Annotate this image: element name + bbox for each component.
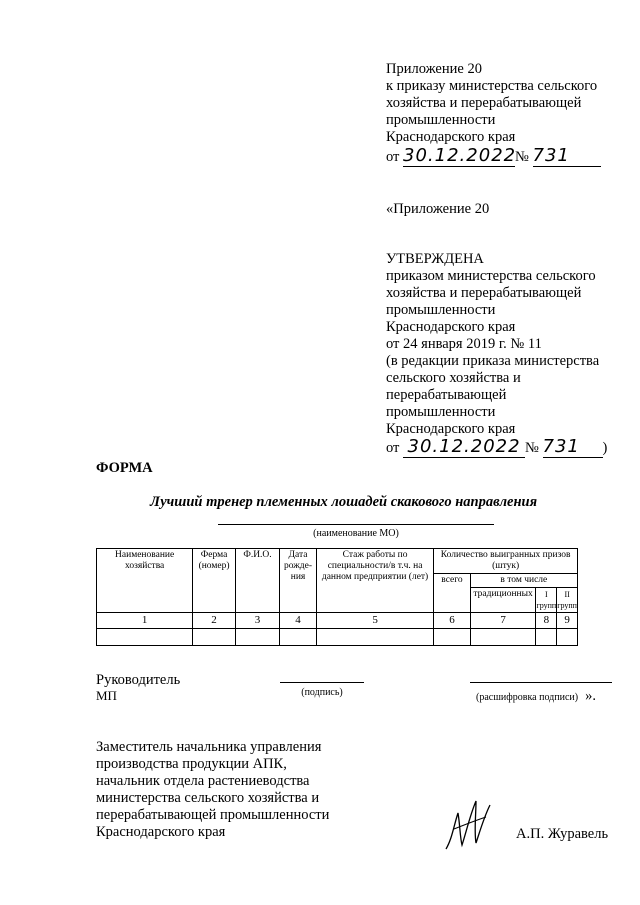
header-total: всего (434, 574, 470, 613)
header-group-2: II групп (557, 588, 578, 613)
table-cell (557, 629, 578, 646)
mo-caption: (наименование МО) (313, 528, 399, 539)
header-fio: Ф.И.О. (235, 549, 279, 613)
decoding-caption-row (476, 687, 596, 705)
mo-name-line (218, 524, 494, 525)
order-line: Краснодарского края (386, 129, 516, 145)
header-group-1: I групп (536, 588, 557, 613)
header-experience: Стаж работы по специальности/в т.ч. на данном предприятии (лет) (316, 549, 433, 613)
number-prefix: № (525, 440, 539, 456)
approved-date-line (386, 438, 607, 458)
table-cell (434, 629, 470, 646)
column-number: 6 (434, 613, 470, 629)
header-farm: Ферма (номер) (193, 549, 236, 613)
end-quote-mark: ». (585, 688, 596, 704)
header-traditional: традиционных (470, 588, 536, 613)
appendix-title: Приложение 20 (386, 61, 482, 77)
order-number: 731 (533, 147, 601, 167)
approved-line: от 24 января 2019 г. № 11 (386, 336, 542, 352)
table-cell (536, 629, 557, 646)
head-label: Руководитель (96, 672, 181, 688)
signature-line (280, 682, 364, 683)
table-cell (470, 629, 536, 646)
decoding-line (470, 682, 612, 683)
approved-line: приказом министерства сельского (386, 268, 596, 284)
header-including: в том числе (470, 574, 577, 588)
approved-line: (в редакции приказа министерства (386, 353, 600, 369)
approved-line: перерабатывающей (386, 387, 507, 403)
order-line: хозяйства и перерабатывающей (386, 95, 582, 111)
deputy-line: начальник отдела растениеводства (96, 773, 310, 789)
header-birth-date: Дата рожде-ния (280, 549, 317, 613)
column-number: 7 (470, 613, 536, 629)
mp-label: МП (96, 688, 117, 703)
table-cell (316, 629, 433, 646)
column-number: 2 (193, 613, 236, 629)
approved-line: сельского хозяйства и (386, 370, 521, 386)
from-prefix: от (386, 149, 400, 165)
deputy-line: производства продукции АПК, (96, 756, 287, 772)
table-cell (97, 629, 193, 646)
approved-label: УТВЕРЖДЕНА (386, 251, 484, 267)
column-number: 4 (280, 613, 317, 629)
order-line: промышленности (386, 112, 496, 128)
form-label: ФОРМА (96, 460, 153, 476)
handwritten-signature (440, 795, 500, 855)
from-prefix: от (386, 440, 400, 456)
header-farm-name: Наименование хозяйства (97, 549, 193, 613)
order-date: 30.12.2022 (403, 145, 517, 166)
column-number: 1 (97, 613, 193, 629)
approved-line: Краснодарского края (386, 319, 516, 335)
appendix-quote-title: «Приложение 20 (386, 201, 490, 217)
decoding-caption: (расшифровка подписи) (476, 692, 579, 703)
deputy-line: Заместитель начальника управления (96, 739, 322, 755)
column-number: 3 (235, 613, 279, 629)
deputy-line: Краснодарского края (96, 824, 226, 840)
column-number: 9 (557, 613, 578, 629)
signature-caption: (подпись) (301, 687, 343, 698)
form-title: Лучший тренер племенных лошадей скакового направления (150, 494, 538, 510)
table-row (97, 629, 578, 646)
approved-line: Краснодарского края (386, 421, 516, 437)
column-number-row (97, 613, 578, 629)
approved-block (386, 201, 607, 458)
report-table (96, 548, 578, 646)
column-number: 5 (316, 613, 433, 629)
header-prizes: Количество выигранных призов (штук) (434, 549, 578, 574)
order-reference-block (386, 61, 601, 167)
deputy-line: министерства сельского хозяйства и (96, 790, 320, 806)
signer-name: А.П. Журавель (516, 826, 609, 842)
approved-line: промышленности (386, 302, 496, 318)
column-number: 8 (536, 613, 557, 629)
table-cell (280, 629, 317, 646)
approved-number: 731 (543, 438, 603, 458)
order-line: к приказу министерства сельского (386, 78, 598, 94)
order-date-line (386, 147, 601, 167)
table-cell (193, 629, 236, 646)
deputy-line: перерабатывающей промышленности (96, 807, 330, 823)
deputy-block (96, 739, 329, 841)
closing-paren: ) (602, 440, 608, 456)
approved-line: промышленности (386, 404, 496, 420)
approved-date: 30.12.2022 (403, 438, 525, 458)
number-prefix: № (515, 149, 529, 165)
approved-line: хозяйства и перерабатывающей (386, 285, 582, 301)
table-cell (235, 629, 279, 646)
